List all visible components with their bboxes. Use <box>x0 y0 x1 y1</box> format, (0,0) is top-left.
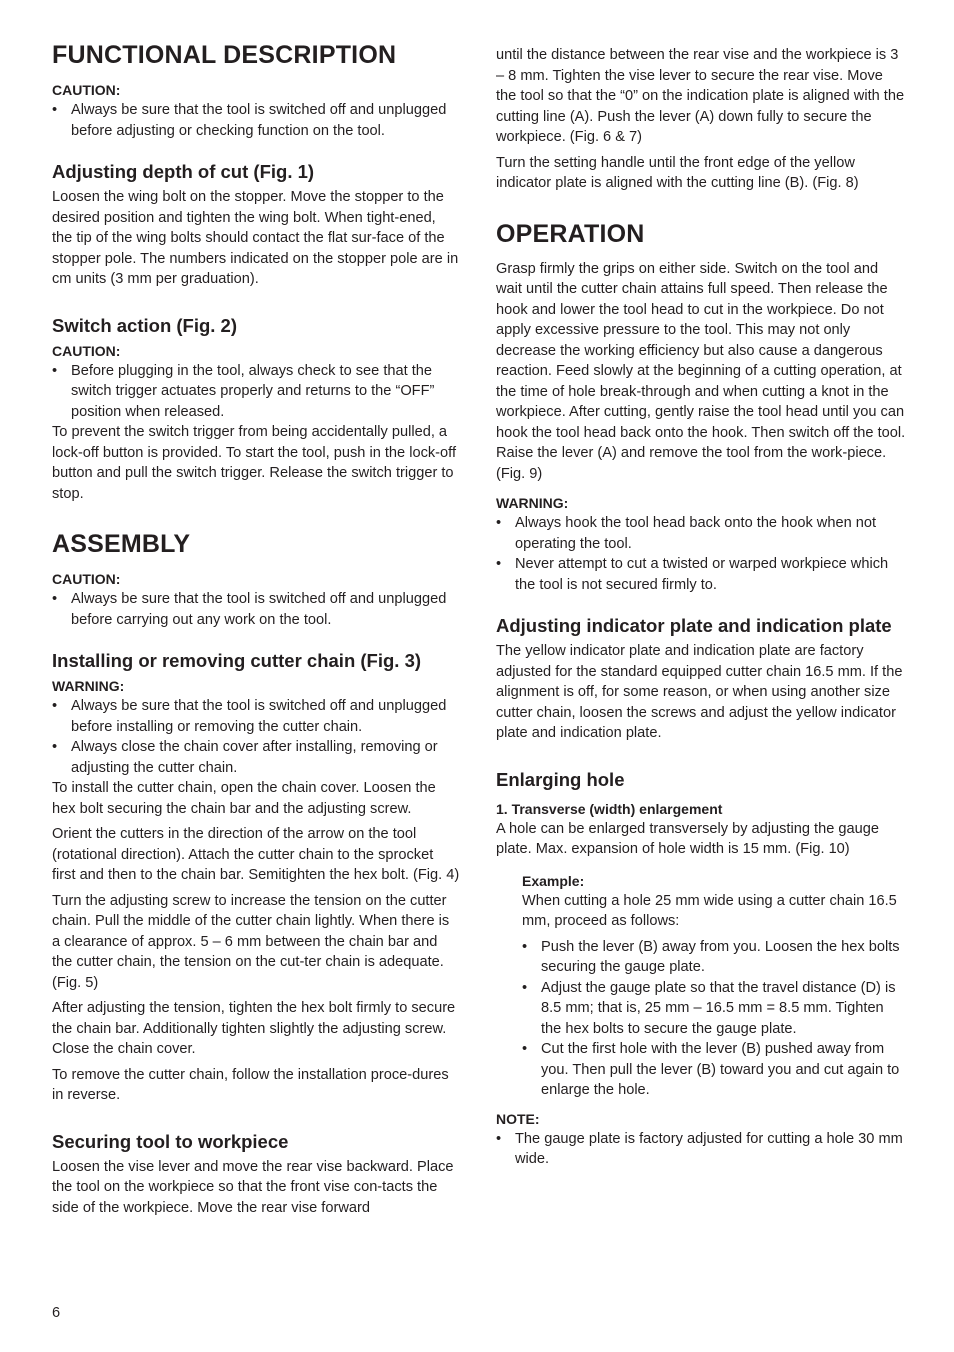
caution-list <box>52 589 460 630</box>
example-list <box>522 937 906 1101</box>
paragraph: To install the cutter chain, open the chain cover. Loosen the hex bolt securing the chain bar and the adjusting screw. <box>52 780 436 817</box>
paragraph: After adjusting the tension, tighten the hex bolt firmly to secure the chain bar. Additionally tighten slightly the adjusting screw. Close the chain cover. <box>52 1000 456 1057</box>
section-title-functional-description: FUNCTIONAL DESCRIPTION <box>52 41 397 69</box>
paragraph: until the distance between the rear vise and the workpiece is 3 – 8 mm. Tighten the vise lever to secure the rear vise. Move the tool so that the “0” on the indication plate is aligned with the cutting line (A). Push the lever (A) down fully to secure the workpiece. (Fig. 6 & 7) <box>496 47 905 145</box>
list-item: • Before plugging in the tool, always check to see that the switch trigger actuates properly and returns to the “OFF” position when released. <box>52 361 460 423</box>
paragraph: A hole can be enlarged transversely by adjusting the gauge plate. Max. expansion of hole width is 15 mm. (Fig. 10) <box>496 820 879 857</box>
heading-switch-action: Switch action (Fig. 2) <box>52 314 238 336</box>
paragraph: Loosen the wing bolt on the stopper. Move the stopper to the desired position and tighten the wing bolt. When tight-ened, the tip of the wing bolts should contact the flat sur-face of the stopper pole. The numbers indicated on the stopper pole are in cm units (3 mm per graduation). <box>52 189 459 287</box>
paragraph: When cutting a hole 25 mm wide using a cutter chain 16.5 mm, proceed as follows: <box>522 892 897 929</box>
list-item: • Always be sure that the tool is switched off and unplugged before carrying out any work on the tool. <box>52 589 460 630</box>
list-item: • The gauge plate is factory adjusted for cutting a hole 30 mm wide. <box>496 1129 906 1170</box>
right-column <box>496 45 906 1170</box>
warning-list <box>496 513 906 595</box>
page-number: 6 <box>52 1305 61 1321</box>
caution-list <box>52 361 460 423</box>
list-item: • Adjust the gauge plate so that the travel distance (D) is 8.5 mm; that is, 25 mm – 16.5 mm = 8.5 mm. Tighten the hex bolts to secure the gauge plate. <box>522 978 906 1040</box>
paragraph: Grasp firmly the grips on either side. Switch on the tool and wait until the cutter chain attains full speed. Then release the hook and lower the tool head to cut in the workpiece. Do not apply excessive pressure to the tool. This may not only decrease the working efficiency but also cause a dangerous reaction. Feed slowly at the beginning of a cutting operation, at the time of hole break-through and when cutting a knot in the workpiece. After cutting, gently raise the tool head until you can hook the tool head back onto the hook. Then switch off the tool. Raise the lever (A) and remove the tool from the work-piece. (Fig. 9) <box>496 260 906 482</box>
list-item: • Always close the chain cover after installing, removing or adjusting the cutter chain. <box>52 737 460 778</box>
paragraph: Orient the cutters in the direction of the arrow on the tool (rotational direction). Attach the cutter chain to the sprocket first and then to the chain bar. Semitighten the hex bolt. (Fig. 4) <box>52 826 460 883</box>
caution-label: CAUTION: <box>52 571 121 587</box>
list-item: • Cut the first hole with the lever (B) pushed away from you. Then pull the lever (B) toward you and cut again to enlarge the hole. <box>522 1039 906 1101</box>
list-item: • Never attempt to cut a twisted or warped workpiece which the tool is not secured firmly to. <box>496 554 906 595</box>
list-item: • Always be sure that the tool is switched off and unplugged before adjusting or checking function on the tool. <box>52 100 460 141</box>
list-item: • Always hook the tool head back onto the hook when not operating the tool. <box>496 513 906 554</box>
heading-securing-tool: Securing tool to workpiece <box>52 1130 289 1152</box>
paragraph: Turn the setting handle until the front edge of the yellow indicator plate is aligned with the cutting line (B). (Fig. 8) <box>496 154 859 191</box>
caution-label: CAUTION: <box>52 342 121 359</box>
list-item: • Push the lever (B) away from you. Loosen the hex bolts securing the gauge plate. <box>522 937 906 978</box>
note-label: NOTE: <box>496 1110 540 1127</box>
caution-label: CAUTION: <box>52 82 121 98</box>
heading-enlarging-hole: Enlarging hole <box>496 768 625 790</box>
section-title-operation: OPERATION <box>496 219 645 248</box>
heading-installing-cutter-chain: Installing or removing cutter chain (Fig. 3) <box>52 650 422 671</box>
paragraph: The yellow indicator plate and indication plate are factory adjusted for the standard equipped cutter chain 16.5 mm. If the alignment is off, for some reason, or when using another size cutter chain, loosen the screws and adjust the yellow indicator plate and indication plate. <box>496 643 903 741</box>
section-title-assembly: ASSEMBLY <box>52 530 191 558</box>
note-list <box>496 1129 906 1170</box>
list-item: • Always be sure that the tool is switched off and unplugged before installing or removing the cutter chain. <box>52 696 460 737</box>
caution-list <box>52 100 460 141</box>
heading-adjusting-depth: Adjusting depth of cut (Fig. 1) <box>52 161 315 182</box>
warning-label: WARNING: <box>52 678 125 694</box>
paragraph: Loosen the vise lever and move the rear vise backward. Place the tool on the workpiece so that the front vise con-tacts the side of the workpiece. Move the rear vise forward <box>52 1158 454 1216</box>
heading-adjusting-indicator-plate: Adjusting indicator plate and indication plate <box>496 615 892 636</box>
paragraph: Turn the adjusting screw to increase the tension on the cutter chain. Pull the middle of the cutter chain lightly. When there is a clearance of approx. 5 – 6 mm between the chain bar and the cutter chain, the tension on the cut-ter chain is adequate. (Fig. 5) <box>52 892 450 991</box>
paragraph: To prevent the switch trigger from being accidentally pulled, a lock-off button is provided. To start the tool, push in the lock-off button and pull the switch trigger. Release the switch trigger to stop. <box>52 424 456 502</box>
subheading-transverse: 1. Transverse (width) enlargement <box>496 800 723 817</box>
warning-label: WARNING: <box>496 495 569 511</box>
warning-list <box>52 696 460 778</box>
example-block <box>522 871 906 1101</box>
example-label: Example: <box>522 872 585 889</box>
left-column <box>52 40 460 1223</box>
paragraph: To remove the cutter chain, follow the installation proce-dures in reverse. <box>52 1066 449 1103</box>
